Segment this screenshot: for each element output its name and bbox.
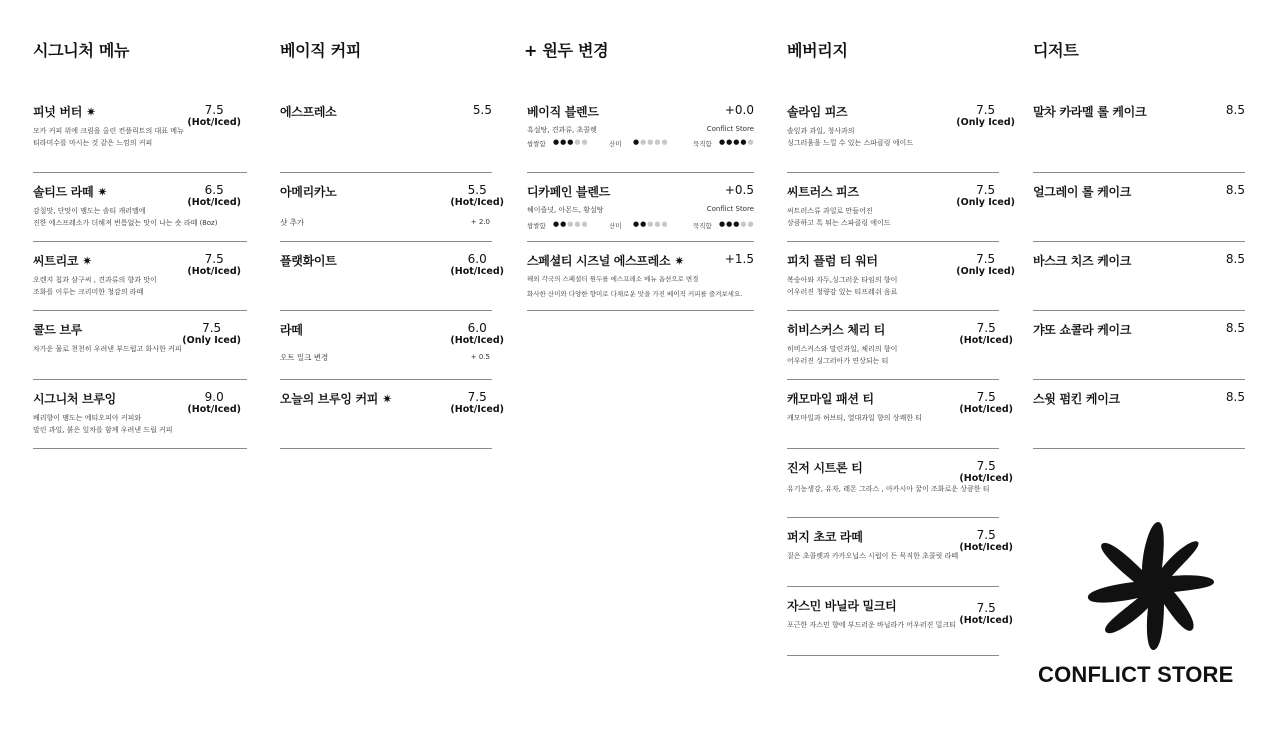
- item-description: 베리향이 맴도는 에티오피아 커피와 말린 과일, 붉은 잎차를 함께 우려낸 드립 커피: [33, 414, 173, 434]
- menu-item[interactable]: [1033, 311, 1245, 380]
- item-name: 진저 시트론 티: [787, 461, 863, 475]
- item-price: +0.0: [724, 103, 754, 117]
- menu-item[interactable]: [33, 380, 247, 449]
- item-description: 씨트러스류 과일로 만들어진 상큼하고 톡 튀는 스파클링 에이드: [787, 207, 891, 227]
- dot-empty: ●: [567, 220, 575, 228]
- dot-empty: ●: [581, 138, 589, 146]
- bean-change-title: + 원두 변경: [524, 41, 609, 60]
- item-description: 오렌지 칩과 삼구씨 , 견과류의 향과 맛이 조화를 이루는 크리미한 청감의 라떼: [33, 276, 157, 296]
- item-description: 유기농생강, 유자, 레몬 그라스 , 아카시아 꿀이 조화로운 상큼한 티: [787, 485, 990, 493]
- roaster: Conflict Store: [706, 125, 754, 133]
- menu-item[interactable]: [1033, 242, 1245, 311]
- item-price: 5.5 (Hot/Iced): [450, 183, 504, 208]
- item-name: 캐모마일 패션 티: [787, 392, 874, 406]
- item-name: 베이직 블렌드: [527, 105, 599, 119]
- item-price: 8.5: [1225, 252, 1245, 266]
- dot-empty: ●: [647, 138, 655, 146]
- item-name: 오늘의 브루잉 커피: [280, 392, 379, 406]
- menu-item[interactable]: [787, 518, 1013, 587]
- item-price: +0.5: [724, 183, 754, 197]
- brand-name: CONFLICT STORE: [1038, 662, 1234, 687]
- acidity-dots: [633, 220, 669, 228]
- dot-filled: ●: [726, 138, 734, 146]
- item-price: 8.5: [1225, 183, 1245, 197]
- item-price: 8.5: [1225, 390, 1245, 404]
- item-price: 7.5 (Hot/Iced): [450, 390, 504, 415]
- dot-filled: ●: [560, 138, 568, 146]
- acidity-dots: [633, 138, 669, 146]
- bitterness-dots: [553, 138, 589, 146]
- menu-item[interactable]: [33, 242, 247, 311]
- item-name: 씨트리코: [33, 254, 79, 268]
- dot-filled: ●: [560, 220, 568, 228]
- flavor-notes: 헤이즐넛, 아몬드, 황설탕: [527, 206, 604, 214]
- basic-coffee-section: [280, 38, 504, 449]
- menu-item[interactable]: [787, 587, 1013, 656]
- asterisk-star-icon: [1086, 520, 1216, 652]
- item-price: 7.5 (Hot/Iced): [959, 321, 1013, 346]
- item-name: 피넛 버터: [33, 105, 83, 119]
- signature-title: 시그니처 메뉴: [33, 41, 130, 60]
- menu-item[interactable]: [280, 311, 504, 380]
- dot-filled: ●: [640, 220, 648, 228]
- menu-item[interactable]: [33, 311, 247, 380]
- bitterness-dots: [553, 220, 589, 228]
- menu-item[interactable]: [280, 103, 492, 173]
- addon-label: 샷 추가: [280, 218, 305, 227]
- item-price: 7.5 (Hot/Iced): [959, 528, 1013, 553]
- menu-item[interactable]: [280, 242, 504, 311]
- dot-filled: ●: [719, 220, 727, 228]
- bean-item[interactable]: [527, 242, 754, 311]
- item-description: 히비스커스와 말린과일, 체리의 향이 어우러진 싱그러아가 연상되는 티: [787, 345, 898, 365]
- item-price: 8.5: [1225, 321, 1245, 335]
- item-price: 6.0 (Hot/Iced): [450, 252, 504, 277]
- item-name: 스페셜티 시즈널 에스프레소: [527, 254, 671, 268]
- item-name: 콜드 브루: [33, 323, 83, 337]
- item-price: 7.5 (Only Iced): [182, 321, 241, 346]
- addon-price: + 0.5: [470, 353, 490, 361]
- item-name: 솔라임 피즈: [787, 105, 848, 119]
- basic-coffee-title: 베이직 커피: [280, 41, 362, 60]
- dot-empty: ●: [661, 138, 669, 146]
- dot-filled: ●: [719, 138, 727, 146]
- item-description: 짙은 초콜렛과 카카오닙스 시럽이 든 묵직한 초콜릿 라떼: [787, 552, 959, 560]
- item-description: 감칠맛, 단맛이 맴도는 솔티 캐러멜에 진한 에스프레소가 더해져 번틈없는 맛이 나는 숏 라떼 (8oz): [33, 207, 218, 227]
- dot-empty: ●: [654, 220, 662, 228]
- item-name: 라떼: [280, 323, 303, 337]
- dot-empty: ●: [574, 220, 582, 228]
- flavor-notes: 흑설탕, 견과류, 초콜렛: [527, 126, 597, 134]
- item-price: 8.5: [1225, 103, 1245, 117]
- dot-filled: ●: [553, 138, 561, 146]
- dot-empty: ●: [747, 220, 755, 228]
- dot-empty: ●: [647, 220, 655, 228]
- item-price: 7.5 (Hot/Iced): [187, 103, 241, 128]
- beverage-section: [787, 38, 1015, 656]
- item-price: 7.5 (Hot/Iced): [187, 252, 241, 277]
- menu-item[interactable]: [787, 311, 1013, 380]
- item-name: 플랫화이트: [280, 254, 337, 268]
- bean-item[interactable]: 베이직 블렌드 +0.0 흑설탕, 견과류, 초콜렛 Conflict Store 쌉쌀함 ●●●●● 산미 ●●●●● 묵직함 ●●●●●: [527, 103, 754, 173]
- item-price: 7.5 (Hot/Iced): [959, 390, 1013, 415]
- addon-label: 오트 밀크 변경: [280, 353, 329, 362]
- item-name: 에스프레소: [280, 105, 337, 119]
- item-price: +1.5: [724, 252, 754, 266]
- menu-item[interactable]: [33, 103, 247, 173]
- dot-filled: ●: [633, 138, 641, 146]
- menu-item[interactable]: [787, 242, 1015, 311]
- menu-item[interactable]: [1033, 173, 1245, 242]
- beverage-title: 베버리지: [787, 41, 848, 60]
- item-description: 포근한 자스민 향에 부드러운 바닐라가 어우러진 밀크티: [787, 621, 956, 629]
- item-description: 솔잎과 과일, 청사과의 싱그러움을 느낄 수 있는 스파클링 에이드: [787, 127, 914, 147]
- star-icon: ✷: [382, 392, 392, 406]
- signature-section: [33, 38, 247, 449]
- item-name: 솔티드 라떼: [33, 185, 94, 199]
- dot-empty: ●: [661, 220, 669, 228]
- menu-item[interactable]: [1033, 380, 1245, 449]
- menu-item[interactable]: [1033, 103, 1245, 173]
- item-name: 디카페인 블렌드: [527, 185, 610, 199]
- dot-filled: ●: [567, 138, 575, 146]
- dot-empty: ●: [654, 138, 662, 146]
- item-name: 갸또 쇼콜라 케이크: [1033, 323, 1132, 337]
- star-icon: ✷: [674, 254, 685, 268]
- item-name: 아메리카노: [280, 185, 337, 199]
- dot-filled: ●: [633, 220, 641, 228]
- body-dots: [719, 220, 755, 228]
- item-price: 7.5 (Only Iced): [956, 252, 1015, 277]
- star-icon: ✷: [97, 185, 108, 199]
- menu-item[interactable]: [33, 173, 247, 242]
- menu-item[interactable]: [787, 173, 1015, 242]
- dot-filled: ●: [726, 220, 734, 228]
- menu-item[interactable]: [787, 449, 1013, 518]
- body-dots: [719, 138, 755, 146]
- item-price: 7.5 (Only Iced): [956, 103, 1015, 128]
- dot-filled: ●: [553, 220, 561, 228]
- dot-empty: ●: [574, 138, 582, 146]
- item-description: 복숭아와 자두,싱그러운 타임의 향이 어우러진 청량감 있는 티프레쉬 음료: [787, 276, 898, 296]
- item-description: 모카 커피 위에 크림을 올린 컨플릭트의 대표 메뉴 티라미수를 마시는 것 같은 느낌의 커피: [33, 127, 184, 147]
- bean-item[interactable]: 디카페인 블렌드 +0.5 헤이즐넛, 아몬드, 황설탕 Conflict Store 쌉쌀함 ●●●●● 산미 ●●●●● 묵직함 ●●●●●: [527, 173, 754, 242]
- star-icon: ✷: [82, 254, 92, 268]
- addon-price: + 2.0: [470, 218, 490, 226]
- item-price: 7.5 (Only Iced): [956, 183, 1015, 208]
- item-name: 자스민 바닐라 밀크티: [787, 599, 897, 613]
- item-name: 히비스커스 체리 티: [787, 323, 886, 337]
- item-price: 7.5 (Hot/Iced): [959, 459, 1013, 484]
- item-description: 캐모마일과 허브티, 열대과일 향의 상쾌한 티: [787, 414, 923, 422]
- item-name: 바스크 치즈 케이크: [1033, 254, 1132, 268]
- item-price: 5.5: [472, 103, 492, 117]
- dot-empty: ●: [740, 220, 748, 228]
- item-price: 9.0 (Hot/Iced): [187, 390, 241, 415]
- item-name: 말차 카라멜 롤 케이크: [1033, 105, 1147, 119]
- item-name: 시그니처 브루잉: [33, 392, 116, 406]
- dot-filled: ●: [740, 138, 748, 146]
- dessert-title: 디저트: [1033, 41, 1079, 60]
- item-name: 얼그레이 롤 케이크: [1033, 185, 1132, 199]
- dot-filled: ●: [733, 138, 741, 146]
- dot-empty: ●: [747, 138, 755, 146]
- dessert-section: [1033, 38, 1245, 449]
- item-description: 해외 각국의 스페셜티 원두를 에스프레소 메뉴 옵션으로 변경 화사한 산미와 다양한 향미로 다채로운 맛을 가진 베이직 커피를 즐겨보세요.: [527, 275, 743, 298]
- dot-filled: ●: [733, 220, 741, 228]
- menu-item[interactable]: [787, 103, 1015, 173]
- star-icon: ✷: [86, 105, 96, 119]
- item-name: 피치 플럼 티 워터: [787, 254, 878, 268]
- item-price: 7.5 (Hot/Iced): [959, 601, 1013, 626]
- item-price: 6.0 (Hot/Iced): [450, 321, 504, 346]
- menu-item[interactable]: [280, 380, 504, 449]
- bean-change-section: [524, 38, 754, 311]
- item-price: 6.5 (Hot/Iced): [187, 183, 241, 208]
- roaster: Conflict Store: [706, 205, 754, 213]
- item-name: 씨트러스 피즈: [787, 185, 859, 199]
- dot-empty: ●: [640, 138, 648, 146]
- dot-empty: ●: [581, 220, 589, 228]
- item-name: 퍼지 초코 라떼: [787, 530, 863, 544]
- menu-item[interactable]: [787, 380, 1013, 449]
- menu-item[interactable]: [280, 173, 504, 242]
- item-name: 스윗 펌킨 케이크: [1033, 392, 1120, 406]
- item-description: 차가운 물로 천천히 우려낸 부드럽고 화사한 커피: [33, 345, 182, 353]
